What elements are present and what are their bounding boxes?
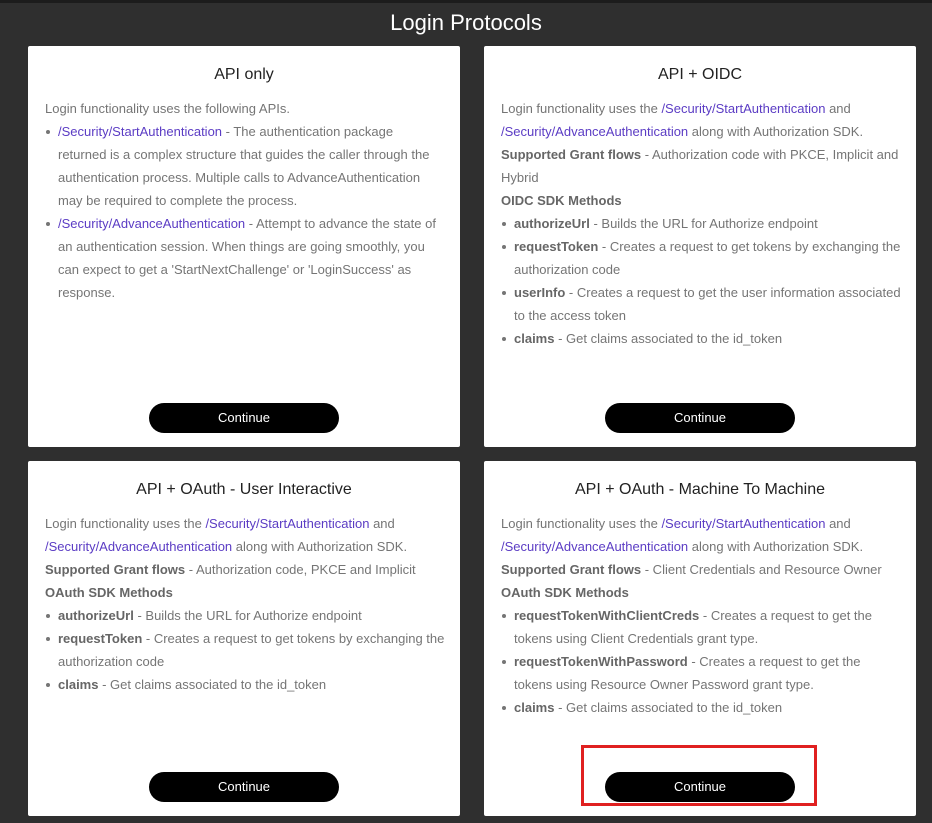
card-body xyxy=(45,512,445,696)
method-description: - Get claims associated to the id_token xyxy=(554,331,783,346)
list-item xyxy=(58,604,445,627)
method-name: authorizeUrl xyxy=(58,608,134,623)
card-intro xyxy=(501,512,901,558)
start-authentication-link[interactable]: /Security/StartAuthentication xyxy=(205,516,370,531)
method-description: - Creates a request to get the tokens using Resource Owner Password grant type. xyxy=(514,654,861,692)
intro-text: along with Authorization SDK. xyxy=(688,124,864,139)
method-name: requestTokenWithPassword xyxy=(514,654,688,669)
intro-text: and xyxy=(825,516,851,531)
continue-button[interactable]: Continue xyxy=(605,772,795,802)
method-name: requestToken xyxy=(514,239,599,254)
advance-authentication-link[interactable]: /Security/AdvanceAuthentication xyxy=(45,539,233,554)
card-intro: Login functionality uses the following APIs. xyxy=(45,101,290,116)
method-description: - Creates a request to get tokens by exchanging the authorization code xyxy=(58,631,445,669)
methods-list xyxy=(501,212,901,350)
start-authentication-link[interactable]: /Security/StartAuthentication xyxy=(58,124,223,139)
list-item xyxy=(514,696,901,719)
grant-flows-label: Supported Grant flows xyxy=(501,147,642,162)
card-intro xyxy=(501,97,901,143)
grant-flows-text: - Client Credentials and Resource Owner xyxy=(641,562,882,577)
intro-text: and xyxy=(369,516,395,531)
item-description: - The authentication package returned is a complex structure that guides the caller through the authentication process. Multiple calls to AdvanceAuthentication may be required to complete the process. xyxy=(58,124,430,208)
card-api-oidc xyxy=(484,46,916,447)
grant-flows xyxy=(501,558,901,581)
list-item xyxy=(514,327,901,350)
card-body xyxy=(501,97,901,350)
method-description: - Creates a request to get the user information associated to the access token xyxy=(514,285,901,323)
method-name: userInfo xyxy=(514,285,566,300)
list-item xyxy=(58,120,445,212)
advance-authentication-link[interactable]: /Security/AdvanceAuthentication xyxy=(501,124,689,139)
list-item xyxy=(514,212,901,235)
intro-text: Login functionality uses the xyxy=(501,516,662,531)
grant-flows xyxy=(45,558,445,581)
methods-list xyxy=(501,604,901,719)
intro-text: Login functionality uses the xyxy=(501,101,662,116)
top-border xyxy=(0,0,932,3)
intro-text: and xyxy=(825,101,851,116)
continue-button[interactable]: Continue xyxy=(149,772,339,802)
method-name: requestToken xyxy=(58,631,143,646)
advance-authentication-link[interactable]: /Security/AdvanceAuthentication xyxy=(58,216,246,231)
method-name: requestTokenWithClientCreds xyxy=(514,608,700,623)
list-item xyxy=(514,235,901,281)
method-name: claims xyxy=(58,677,99,692)
card-body xyxy=(45,97,445,304)
list-item xyxy=(514,281,901,327)
method-description: - Get claims associated to the id_token xyxy=(554,700,783,715)
card-body xyxy=(501,512,901,719)
start-authentication-link[interactable]: /Security/StartAuthentication xyxy=(661,101,826,116)
intro-text: along with Authorization SDK. xyxy=(688,539,864,554)
card-api-oauth-user-interactive xyxy=(28,461,460,816)
continue-button[interactable]: Continue xyxy=(149,403,339,433)
grant-flows-text: - Authorization code with PKCE, Implicit and Hybrid xyxy=(501,147,899,185)
card-title: API only xyxy=(214,66,274,83)
card-title: API + OAuth - Machine To Machine xyxy=(574,481,826,498)
list-item xyxy=(514,650,901,696)
method-description: - Builds the URL for Authorize endpoint xyxy=(589,216,818,231)
method-name: claims xyxy=(514,700,555,715)
methods-heading: OIDC SDK Methods xyxy=(501,193,622,208)
method-name: claims xyxy=(514,331,555,346)
methods-list xyxy=(45,604,445,696)
grant-flows-label: Supported Grant flows xyxy=(45,562,186,577)
method-description: - Creates a request to get the tokens using Client Credentials grant type. xyxy=(514,608,872,646)
list-item xyxy=(514,604,901,650)
continue-button[interactable]: Continue xyxy=(605,403,795,433)
list-item xyxy=(58,673,445,696)
list-item xyxy=(58,627,445,673)
card-api-only xyxy=(28,46,460,447)
grant-flows xyxy=(501,143,901,189)
grant-flows-text: - Authorization code, PKCE and Implicit xyxy=(185,562,416,577)
card-title: API + OIDC xyxy=(657,66,743,83)
card-api-oauth-machine-to-machine xyxy=(484,461,916,816)
advance-authentication-link[interactable]: /Security/AdvanceAuthentication xyxy=(501,539,689,554)
page-title: Login Protocols xyxy=(390,10,542,35)
card-title: API + OAuth - User Interactive xyxy=(136,481,352,498)
intro-text: along with Authorization SDK. xyxy=(232,539,408,554)
intro-text: Login functionality uses the xyxy=(45,516,206,531)
grant-flows-label: Supported Grant flows xyxy=(501,562,642,577)
list-item xyxy=(58,212,445,304)
item-description: - Attempt to advance the state of an authentication session. When things are going smoothly, you can expect to get a 'StartNextChallenge' or 'LoginSuccess' as response. xyxy=(58,216,436,300)
api-list xyxy=(45,120,445,304)
start-authentication-link[interactable]: /Security/StartAuthentication xyxy=(661,516,826,531)
method-description: - Builds the URL for Authorize endpoint xyxy=(133,608,362,623)
method-description: - Creates a request to get tokens by exchanging the authorization code xyxy=(514,239,901,277)
methods-heading: OAuth SDK Methods xyxy=(501,585,629,600)
method-name: authorizeUrl xyxy=(514,216,590,231)
methods-heading: OAuth SDK Methods xyxy=(45,585,173,600)
method-description: - Get claims associated to the id_token xyxy=(98,677,327,692)
card-intro xyxy=(45,512,445,558)
